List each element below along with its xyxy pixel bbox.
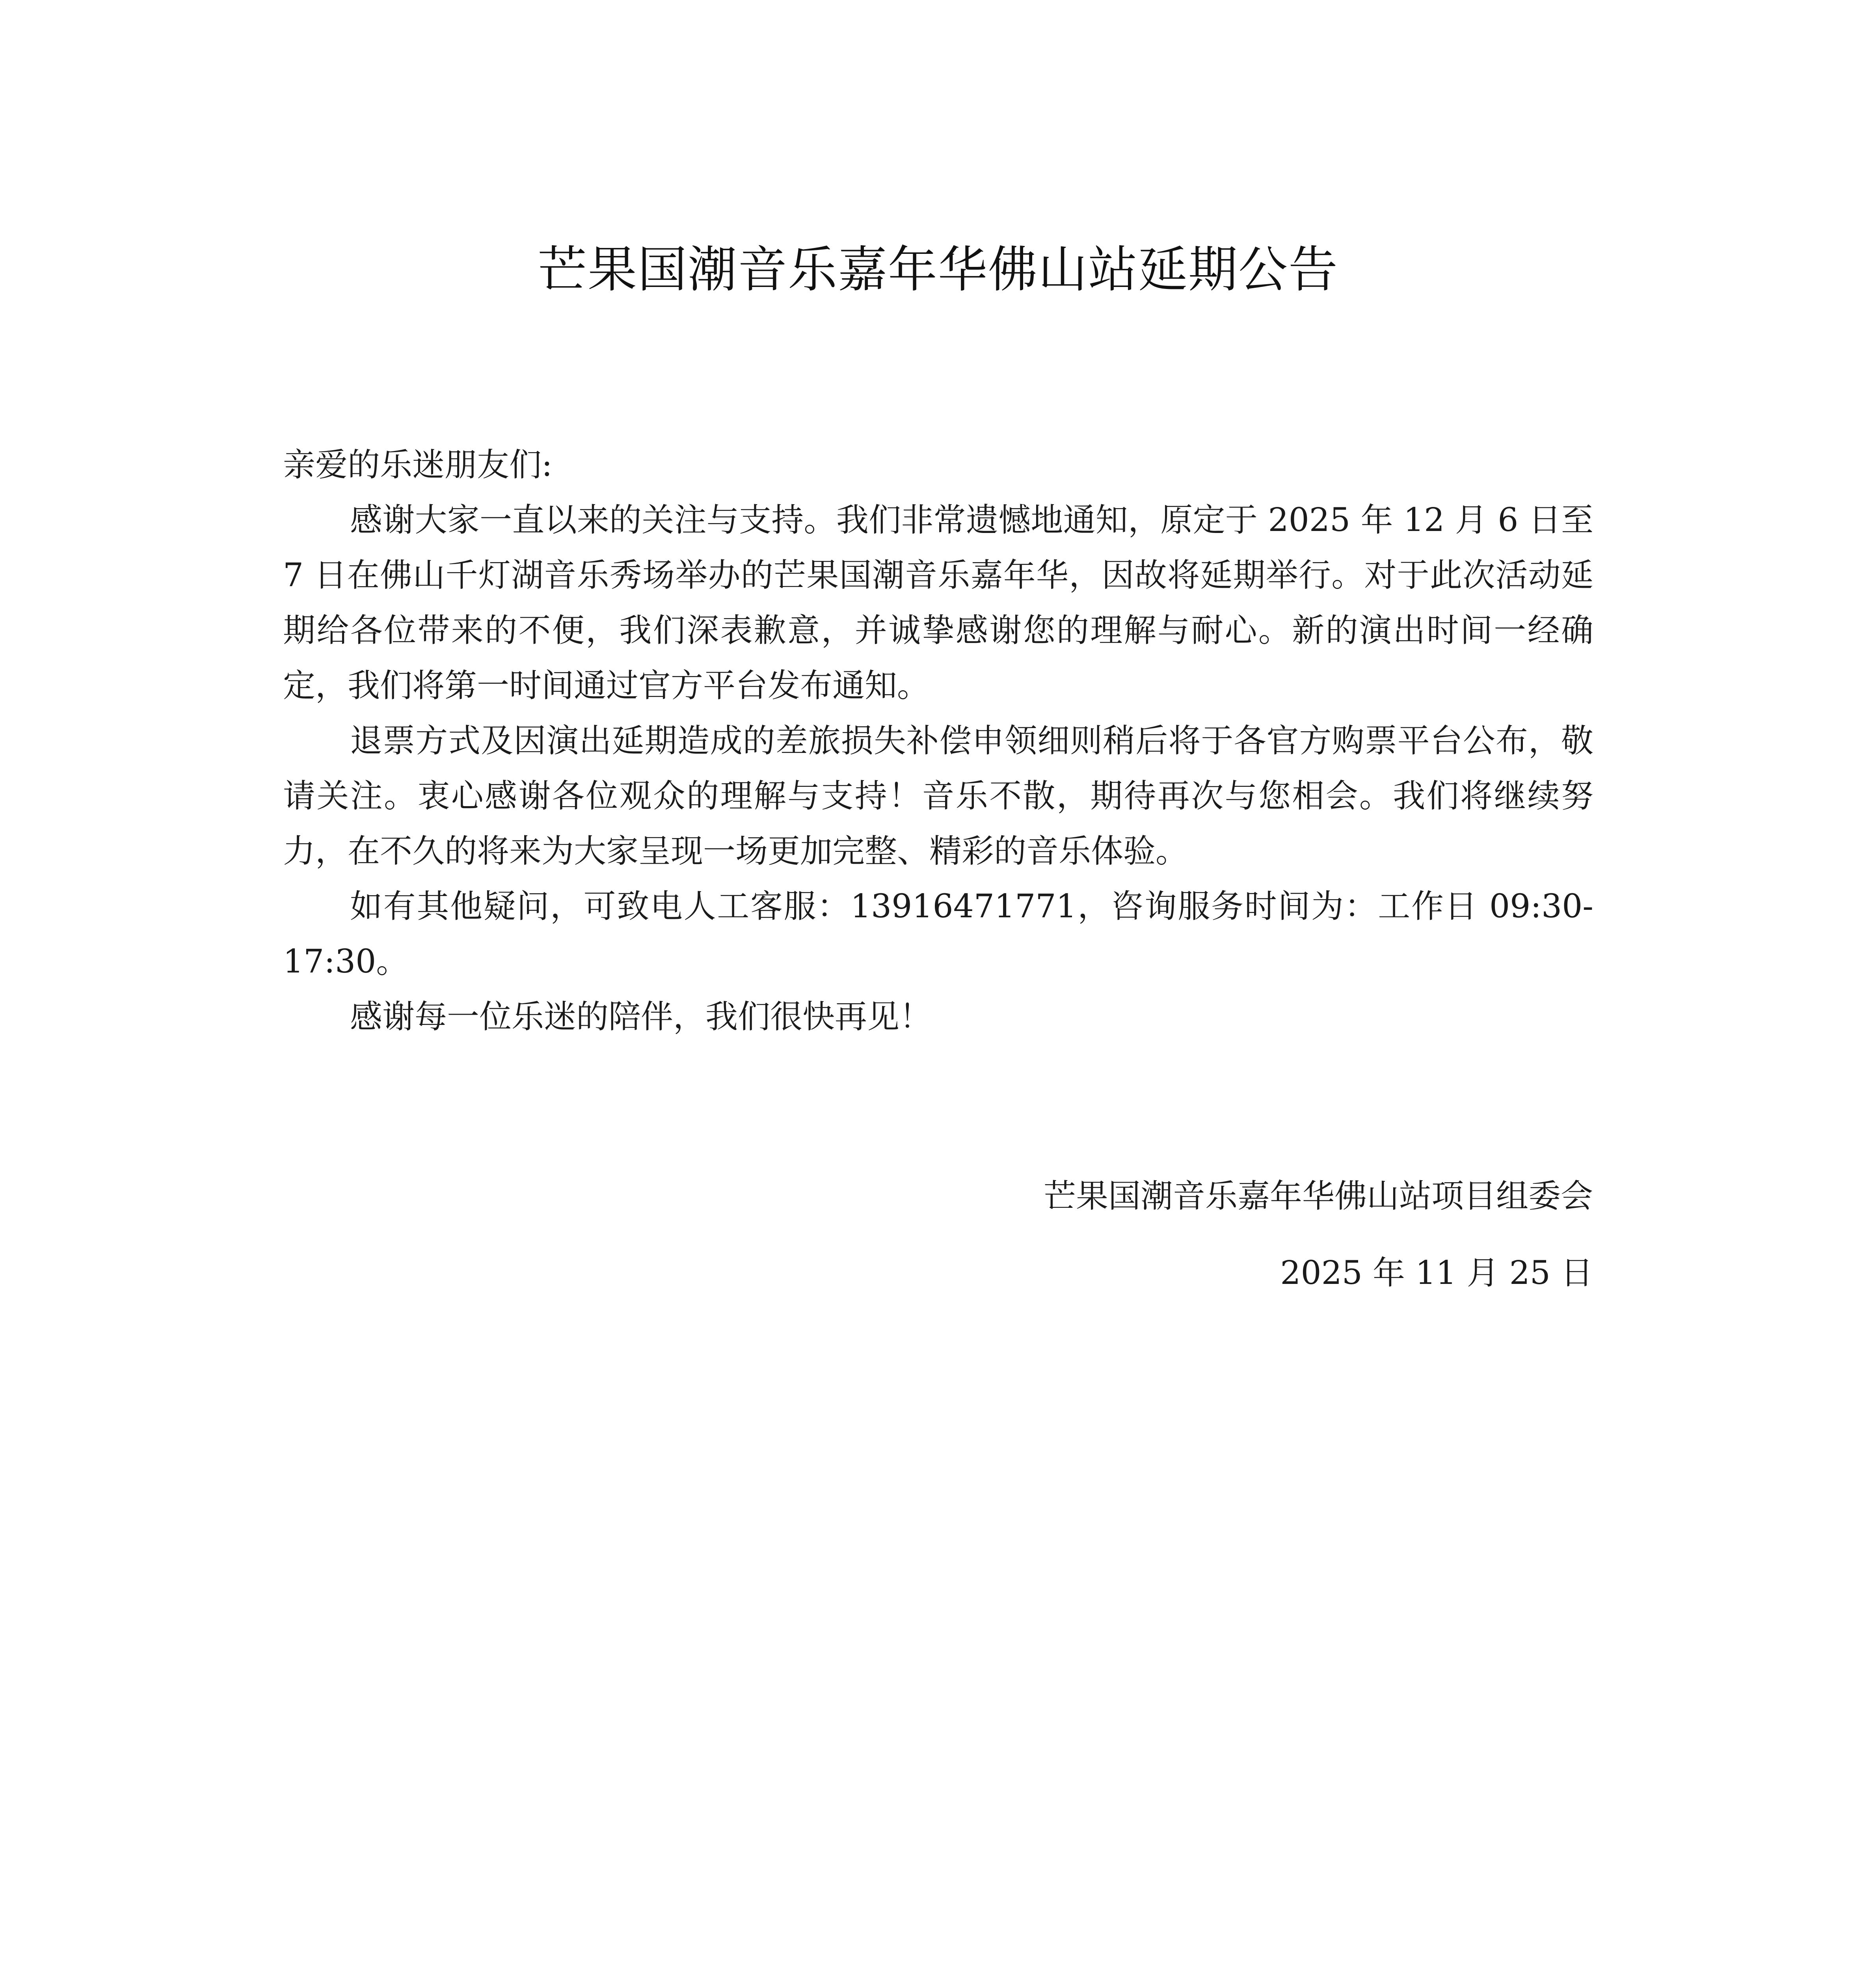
paragraph-contact: 如有其他疑问，可致电人工客服：13916471771，咨询服务时间为：工作日 09:30-17:30。 <box>283 888 1593 980</box>
signature-date: 2025 年 11 月 25 日 <box>1280 1254 1593 1292</box>
greeting: 亲爱的乐迷朋友们: <box>283 446 553 484</box>
signature-organizer: 芒果国潮音乐嘉年华佛山站项目组委会 <box>1043 1177 1593 1215</box>
paragraph-refund: 退票方式及因演出延期造成的差旅损失补偿申领细则稍后将于各官方购票平台公布，敬请关注。衷心感谢各位观众的理解与支持！音乐不散，期待再次与您相会。我们将继续努力，在不久的将来为大家呈现一场更加完整、精彩的音乐体验。 <box>283 722 1593 870</box>
paragraph-thanks: 感谢每一位乐迷的陪伴，我们很快再见！ <box>350 998 932 1036</box>
document-title: 芒果国潮音乐嘉年华佛山站延期公告 <box>538 241 1338 298</box>
paragraph-postponement: 感谢大家一直以来的关注与支持。我们非常遗憾地通知，原定于 2025 年 12 月 6 日至 7 日在佛山千灯湖音乐秀场举办的芒果国潮音乐嘉年华，因故将延期举行。对于此次活动延期给各位带来的不便，我们深表歉意，并诚挚感谢您的理解与耐心。新的演出时间一经确定，我们将第一时间通过官方平台发布通知。 <box>283 501 1593 704</box>
document-body <box>283 438 1593 1045</box>
